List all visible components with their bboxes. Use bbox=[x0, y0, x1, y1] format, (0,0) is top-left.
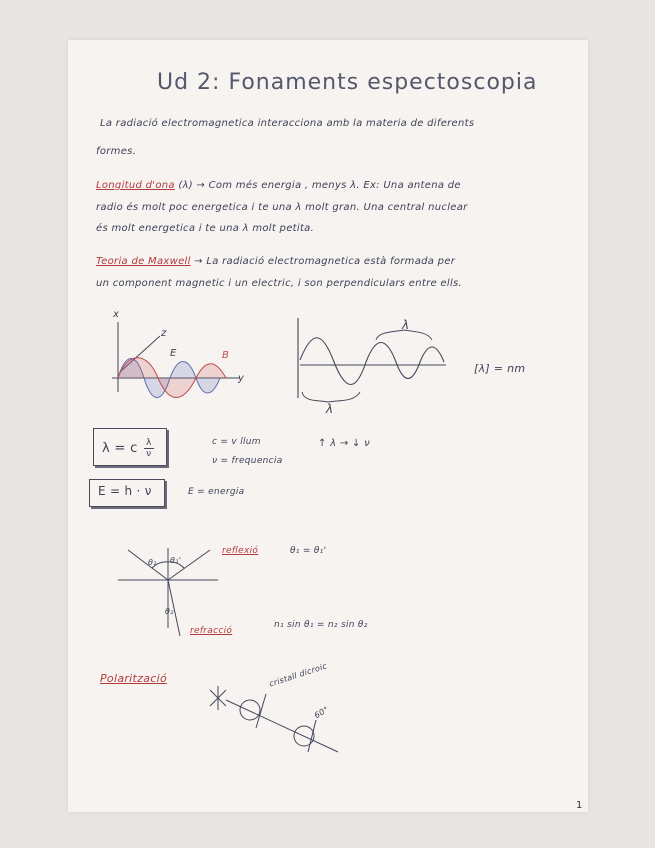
page-number: 1 bbox=[576, 800, 583, 811]
dichroic-crystal-label: cristall dicroic bbox=[268, 661, 329, 689]
axis-z-label: z bbox=[161, 328, 167, 339]
wavelength-line-1-rest: (λ) → Com més energia , menys λ. Ex: Una antena de bbox=[178, 180, 461, 191]
lambda-formula-c: c bbox=[130, 441, 138, 456]
electric-field-label: E bbox=[170, 348, 177, 359]
polarization-heading: Polarització bbox=[100, 672, 168, 685]
maxwell-line-1-rest: → La radiació electromagnetica està formada per bbox=[194, 256, 456, 267]
lambda-nu-relation: ↑ λ → ↓ ν bbox=[318, 438, 371, 449]
c-definition: c = v llum bbox=[212, 437, 261, 447]
maxwell-heading: Teoria de Maxwell bbox=[96, 256, 191, 267]
lambda-unit-label: [λ] = nm bbox=[474, 362, 526, 375]
em-wave-3d-diagram bbox=[112, 322, 240, 398]
lambda-formula bbox=[102, 438, 154, 459]
wavelength-line-2: radio és molt poc energetica i te una λ molt gran. Una central nuclear bbox=[96, 202, 468, 213]
energy-formula: E = h · ν bbox=[98, 484, 152, 498]
lambda-formula-num: λ bbox=[145, 438, 152, 448]
page-title: Ud 2: Fonaments espectoscopia bbox=[157, 70, 538, 95]
lambda-top-label: λ bbox=[402, 318, 410, 332]
polarization-angle-label: 60° bbox=[312, 704, 331, 721]
theta1-label: θ₁ bbox=[148, 558, 157, 567]
reflexio-equation: θ₁ = θ₁' bbox=[290, 546, 327, 556]
wavelength-line-3: és molt energetica i te una λ molt petita. bbox=[96, 223, 315, 234]
lambda-bottom-label: λ bbox=[326, 402, 334, 416]
refraction-diagram bbox=[118, 548, 218, 636]
intro-line-2: formes. bbox=[96, 146, 137, 157]
axis-x-label: x bbox=[113, 309, 120, 320]
nu-definition: ν = frequencia bbox=[212, 456, 283, 466]
refraccio-equation: n₁ sin θ₁ = n₂ sin θ₂ bbox=[274, 620, 368, 630]
reflexio-label: reflexió bbox=[222, 546, 259, 556]
energy-definition: E = energia bbox=[188, 487, 245, 497]
wavelength-heading: Longitud d'ona bbox=[96, 180, 175, 191]
lambda-formula-den: ν bbox=[146, 449, 152, 459]
theta1-prime-label: θ₁' bbox=[170, 556, 182, 565]
maxwell-line-2: un component magnetic i un electric, i son perpendiculars entre ells. bbox=[96, 278, 463, 289]
wavelength-sine-diagram bbox=[298, 318, 446, 402]
lambda-formula-left: λ = bbox=[102, 441, 126, 456]
axis-y-label: y bbox=[238, 373, 245, 384]
intro-line-1: La radiació electromagnetica interacciona amb la materia de diferents bbox=[100, 118, 475, 129]
theta2-label: θ₂ bbox=[165, 607, 174, 616]
magnetic-field-label: B bbox=[222, 350, 230, 361]
refraccio-label: refracció bbox=[190, 626, 233, 636]
